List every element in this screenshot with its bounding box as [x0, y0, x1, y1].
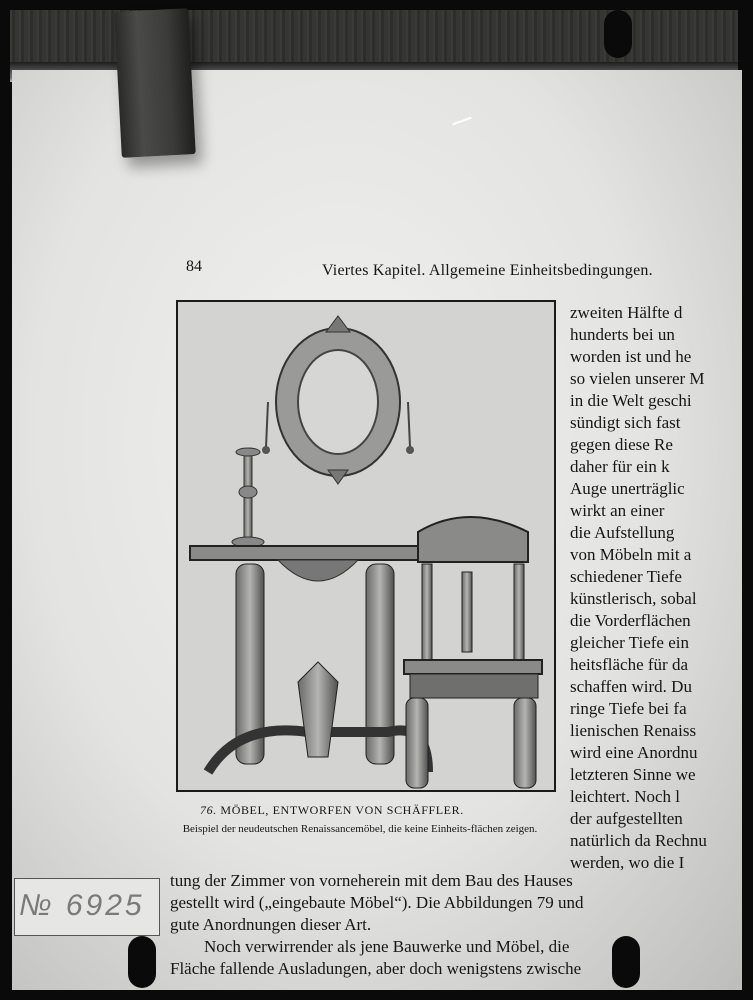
text-line: künstlerisch, sobal — [570, 589, 697, 608]
body-line: Noch verwirrender als jene Bauwerke und Möbel, die — [204, 937, 570, 956]
plate-number: № 6925 — [19, 889, 145, 922]
page-number: 84 — [186, 258, 202, 275]
frame-notch — [128, 936, 156, 988]
figure-subcaption: Beispiel der neudeutschen Renaissancemöbel, die keine Einheits-flächen zeigen. — [182, 823, 538, 835]
text-line: letzteren Sinne we — [570, 765, 696, 784]
text-line: wirkt an einer — [570, 501, 665, 520]
running-head: Viertes Kapitel. Allgemeine Einheitsbedingungen. — [322, 262, 653, 279]
text-line: ringe Tiefe bei fa — [570, 699, 687, 718]
text-line: in die Welt geschi — [570, 391, 692, 410]
frame-notch — [612, 936, 640, 988]
text-line: lienischen Renaiss — [570, 721, 697, 740]
oval-mirror — [262, 316, 414, 484]
text-line: der aufgestellten — [570, 809, 683, 828]
furniture-illustration — [176, 300, 556, 792]
wooden-clip — [114, 8, 196, 158]
text-line: heitsfläche für da — [570, 655, 688, 674]
text-line: schaffen wird. Du — [570, 677, 692, 696]
text-line: von Möbeln mit a — [570, 545, 692, 564]
text-line: natürlich da Rechnu — [570, 831, 707, 850]
figure-caption — [200, 803, 464, 818]
text-line: sündigt sich fast — [570, 413, 681, 432]
text-line: gegen diese Re — [570, 435, 673, 454]
text-line: gleicher Tiefe ein — [570, 633, 689, 652]
text-line: die Aufstellung — [570, 523, 675, 542]
body-line: gute Anordnungen dieser Art. — [170, 915, 372, 934]
text-line: die Vorderflächen — [570, 611, 691, 630]
text-line: werden, wo die I — [570, 853, 685, 872]
text-line: hunderts bei un — [570, 325, 675, 344]
text-line: zweiten Hälfte d — [570, 303, 683, 322]
candlestick — [232, 448, 264, 547]
frame-notch — [604, 10, 632, 58]
text-line: schiedener Tiefe — [570, 567, 682, 586]
text-line: daher für ein k — [570, 457, 670, 476]
body-text — [170, 870, 740, 980]
text-line: leichtert. Noch l — [570, 787, 680, 806]
text-line: wird eine Anordnu — [570, 743, 698, 762]
carved-chair — [404, 517, 542, 788]
figure-number: 76. — [200, 803, 217, 817]
renaissance-table — [190, 546, 440, 772]
text-line: Auge unerträglic — [570, 479, 685, 498]
right-text-column — [570, 302, 738, 874]
text-line: worden ist und he — [570, 347, 692, 366]
text-line: so vielen unserer M — [570, 369, 705, 388]
body-line: gestellt wird („eingebaute Möbel“). Die Abbildungen 79 und — [170, 893, 584, 912]
body-line: tung der Zimmer von vorneherein mit dem Bau des Hauses — [170, 871, 573, 890]
body-line: Fläche fallende Ausladungen, aber doch wenigstens zwische — [170, 959, 582, 978]
furniture-drawing — [178, 302, 554, 790]
figure-title: MÖBEL, ENTWORFEN VON SCHÄFFLER. — [220, 803, 464, 817]
plate-number-label — [14, 878, 160, 936]
